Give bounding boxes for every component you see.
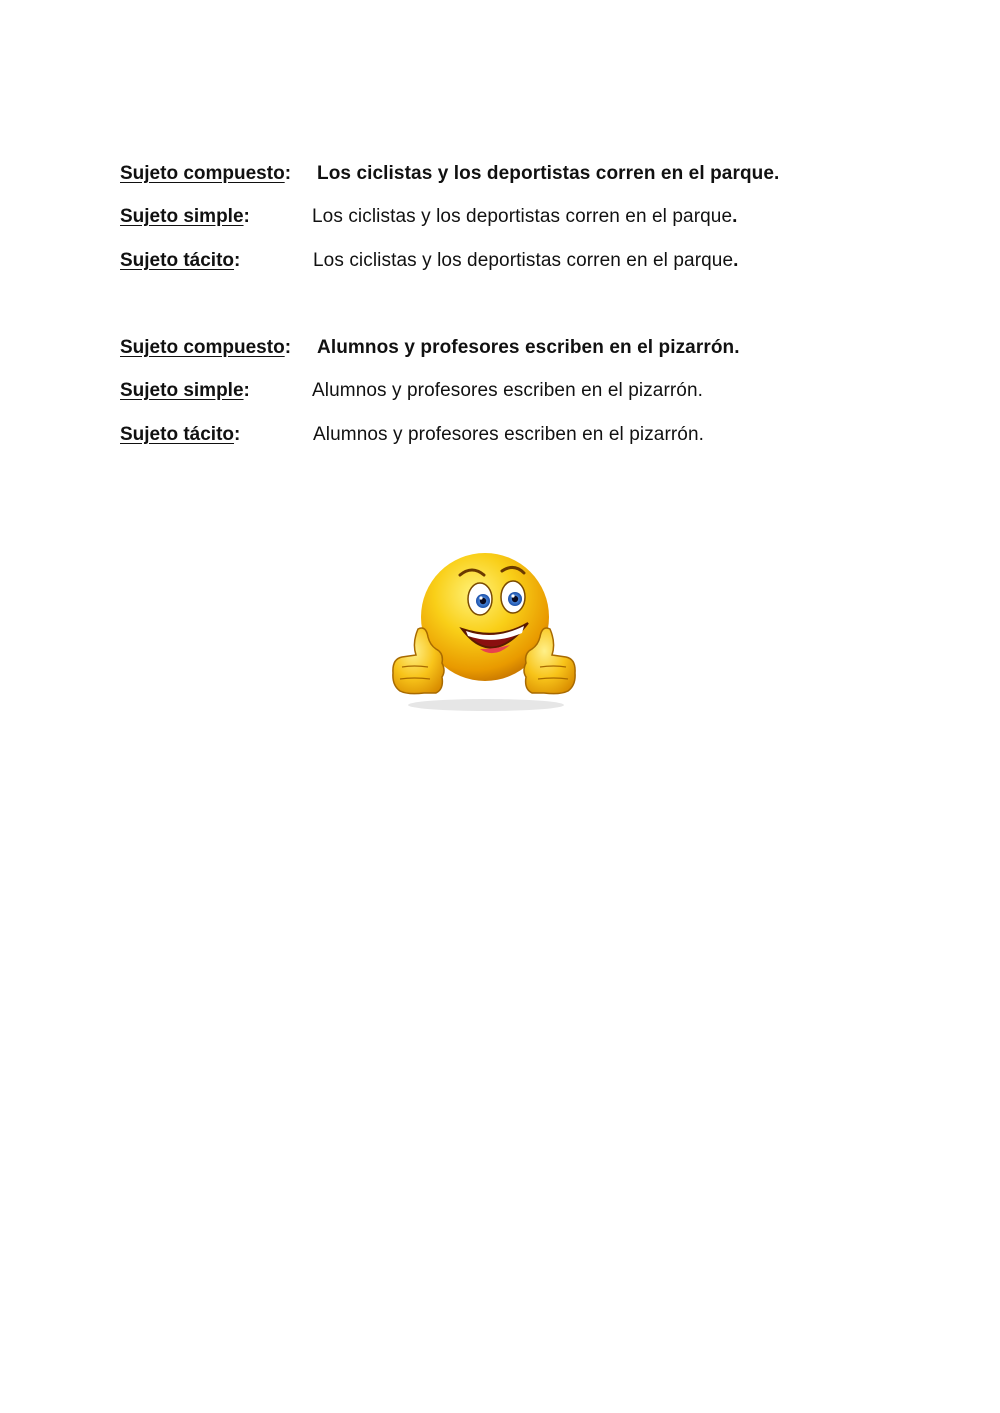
smiley-thumbs-up-icon [388, 545, 583, 715]
sentence-simple [312, 204, 738, 230]
label-text: Sujeto compuesto [120, 163, 285, 184]
sentence-end: . [733, 250, 739, 271]
label-text: Sujeto simple [120, 206, 244, 227]
label-text: Sujeto tácito [120, 250, 235, 271]
sentence-compuesto: Alumnos y profesores escriben en el pizarrón. [317, 337, 740, 358]
sentence-compuesto: Los ciclistas y los deportistas corren en el parque. [317, 163, 780, 184]
label-sujeto-simple [120, 378, 250, 404]
sentence-tacito: Alumnos y profesores escriben en el pizarrón. [313, 424, 705, 445]
sentence-tacito [313, 248, 739, 274]
label-text: Sujeto simple [120, 380, 244, 401]
label-colon: : [284, 337, 292, 358]
label-sujeto-compuesto [120, 161, 291, 187]
label-text: Sujeto tácito [120, 424, 235, 445]
sentence-text: Los ciclistas y los deportistas corren en el parque [313, 250, 734, 271]
sentence-simple: Alumnos y profesores escriben en el pizarrón. [312, 380, 704, 401]
sentence-text: Los ciclistas y los deportistas corren en el parque [312, 206, 733, 227]
label-colon: : [243, 206, 250, 227]
label-sujeto-compuesto [120, 335, 291, 361]
label-sujeto-tacito [120, 248, 240, 274]
label-colon: : [234, 250, 241, 271]
label-colon: : [234, 424, 241, 445]
label-text: Sujeto compuesto [120, 337, 285, 358]
label-sujeto-tacito [120, 422, 240, 448]
label-colon: : [243, 380, 250, 401]
label-colon: : [284, 163, 292, 184]
label-sujeto-simple [120, 204, 250, 230]
sentence-end: . [732, 206, 738, 227]
